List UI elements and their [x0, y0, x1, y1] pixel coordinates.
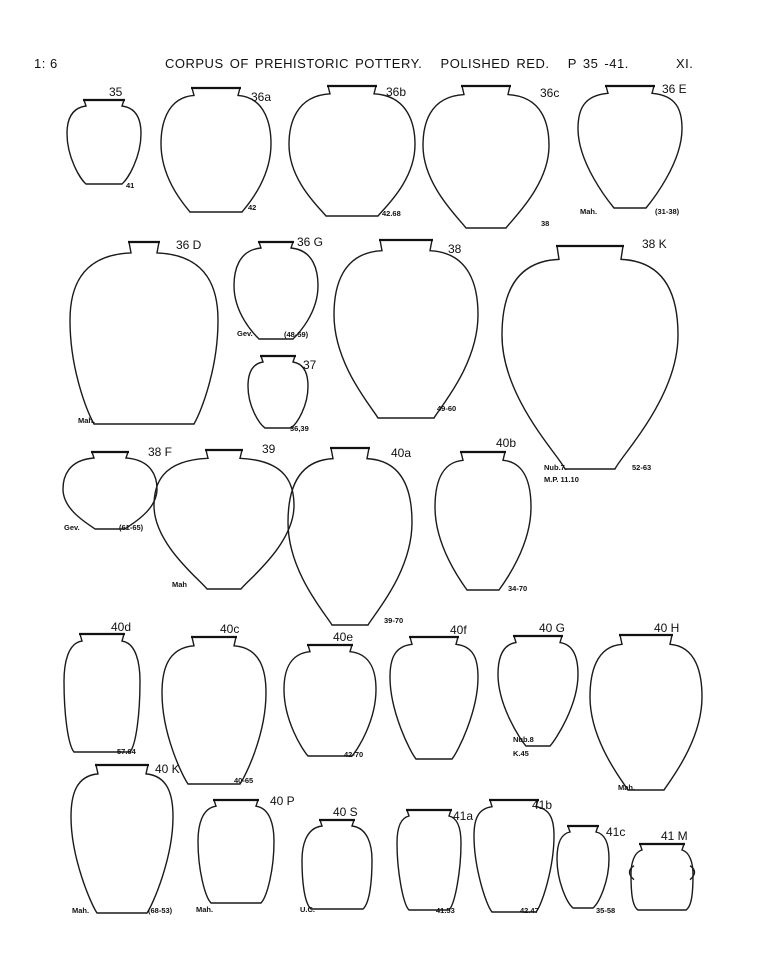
vessel-outline	[578, 86, 682, 208]
vessel-outline	[284, 645, 376, 756]
vessel-note: 52-63	[632, 463, 652, 472]
vessel-outline	[161, 88, 271, 212]
vessel-36-g	[234, 235, 323, 339]
vessel-handle	[630, 866, 635, 880]
vessel-note: Nub.8	[513, 735, 534, 744]
vessel-note: (68-53)	[148, 906, 173, 915]
vessel-note: 42	[248, 203, 257, 212]
vessel-40c	[162, 622, 266, 785]
vessel-note: 57.64	[117, 747, 136, 756]
vessel-type-label: 40e	[333, 630, 354, 644]
vessel-outline	[198, 800, 274, 903]
vessel-note: M.P. 11.10	[544, 475, 579, 484]
vessel-36-e	[578, 82, 687, 216]
vessel-outline	[63, 452, 157, 529]
vessel-note: Nub.7.	[544, 463, 567, 472]
vessel-note: Gev.	[237, 329, 253, 338]
vessel-outline	[423, 86, 549, 228]
vessel-38	[334, 240, 478, 418]
vessel-note: (48-59)	[284, 330, 309, 339]
vessel-outline	[502, 246, 678, 469]
vessel-outline	[70, 242, 218, 424]
vessel-outline	[474, 800, 554, 912]
vessel-40-s	[300, 805, 372, 914]
vessel-type-label: 41a	[453, 809, 474, 823]
vessel-note: (61-65)	[119, 523, 144, 532]
vessel-type-label: 36 G	[297, 235, 324, 249]
vessel-note: 36,39	[290, 424, 309, 433]
vessel-type-label: 40 H	[654, 621, 680, 635]
vessel-outline	[435, 452, 531, 590]
vessel-type-label: 40 G	[539, 621, 566, 635]
vessel-35	[67, 85, 141, 190]
vessel-type-label: 41 M	[661, 829, 688, 843]
vessel-outline	[288, 448, 412, 625]
vessel-note: (31-38)	[655, 207, 680, 216]
vessel-note: Gev.	[64, 523, 80, 532]
vessel-note: 49-60	[437, 404, 457, 413]
vessel-type-label: 35	[109, 85, 123, 99]
vessel-type-label: 36 E	[662, 82, 687, 96]
vessel-note: 38	[541, 219, 550, 228]
vessel-note: 34-70	[508, 584, 528, 593]
vessel-40-g	[498, 621, 578, 758]
scale-label: 1: 6	[34, 56, 58, 71]
vessel-type-label: 38	[448, 242, 462, 256]
vessel-outline	[248, 356, 308, 428]
vessel-outline	[302, 820, 372, 909]
vessel-outline	[397, 810, 461, 910]
vessel-note: K.45	[513, 749, 529, 758]
vessel-type-label: 40f	[450, 623, 467, 637]
vessel-36b	[289, 85, 415, 218]
vessel-type-label: 38 F	[148, 445, 173, 459]
vessel-39	[154, 442, 294, 589]
vessel-type-label: 40 S	[333, 805, 358, 819]
vessel-outline	[289, 86, 415, 216]
vessel-note: Mah.	[72, 906, 90, 915]
vessel-type-label: 36a	[251, 90, 272, 104]
plate-number: XI.	[676, 56, 694, 71]
vessel-type-label: 41b	[532, 798, 553, 812]
vessel-note: Mah.	[580, 207, 598, 216]
vessel-note: 41	[126, 181, 135, 190]
vessel-36a	[161, 88, 271, 212]
vessel-outline	[67, 100, 141, 184]
vessel-type-label: 40b	[496, 436, 517, 450]
vessel-outline	[334, 240, 478, 418]
vessel-36-d	[70, 238, 218, 425]
vessel-outline	[631, 844, 693, 910]
vessel-outline	[557, 826, 609, 908]
vessel-outline	[590, 635, 702, 790]
vessel-type-label: 40 P	[270, 794, 295, 808]
vessel-note: 42.68	[382, 209, 401, 218]
vessel-40e	[284, 630, 376, 759]
vessel-40b	[435, 436, 531, 593]
vessel-handle	[690, 866, 695, 880]
vessel-note: Mah.	[78, 416, 96, 425]
vessel-note: 42-70	[344, 750, 364, 759]
vessel-note: Mah	[172, 580, 187, 589]
vessel-41-m	[630, 829, 695, 910]
vessel-outline	[64, 634, 140, 752]
vessel-41a	[397, 809, 473, 915]
vessel-38-k	[502, 237, 678, 484]
vessel-type-label: 37	[303, 358, 317, 372]
vessel-type-label: 36b	[386, 85, 407, 99]
vessel-note: Mah.	[196, 905, 214, 914]
vessel-note: 41.53	[436, 906, 455, 915]
vessel-41c	[557, 825, 625, 915]
vessel-outline	[71, 765, 173, 913]
vessel-37	[248, 356, 317, 433]
vessel-type-label: 36c	[540, 86, 560, 100]
vessel-outline	[498, 636, 578, 746]
vessel-note: 39-70	[384, 616, 404, 625]
vessel-36c	[423, 86, 559, 228]
vessel-outline	[390, 637, 478, 759]
vessel-type-label: 36 D	[176, 238, 202, 252]
vessel-41b	[474, 798, 554, 915]
vessel-outline	[234, 242, 318, 339]
vessel-40-k	[71, 762, 180, 915]
plate-title: CORPUS OF PREHISTORIC POTTERY. POLISHED RED. P 35 -41.	[165, 56, 629, 71]
vessel-type-label: 39	[262, 442, 276, 456]
vessel-note: 35-58	[596, 906, 616, 915]
vessel-40d	[64, 620, 140, 756]
vessel-type-label: 40c	[220, 622, 240, 636]
vessel-note: 42.47	[520, 906, 539, 915]
vessel-40f	[390, 623, 478, 759]
vessel-type-label: 38 K	[642, 237, 667, 251]
vessel-40-h	[590, 621, 702, 792]
vessel-outline	[154, 450, 294, 589]
vessel-type-label: 40d	[111, 620, 132, 634]
vessel-note: U.C.	[300, 905, 315, 914]
vessel-type-label: 40a	[391, 446, 412, 460]
vessel-note: 40-65	[234, 776, 254, 785]
vessel-40-p	[196, 794, 295, 914]
vessel-40a	[288, 446, 412, 625]
vessel-type-label: 40 K	[155, 762, 180, 776]
vessel-type-label: 41c	[606, 825, 626, 839]
vessel-note: Mah.	[618, 783, 636, 792]
